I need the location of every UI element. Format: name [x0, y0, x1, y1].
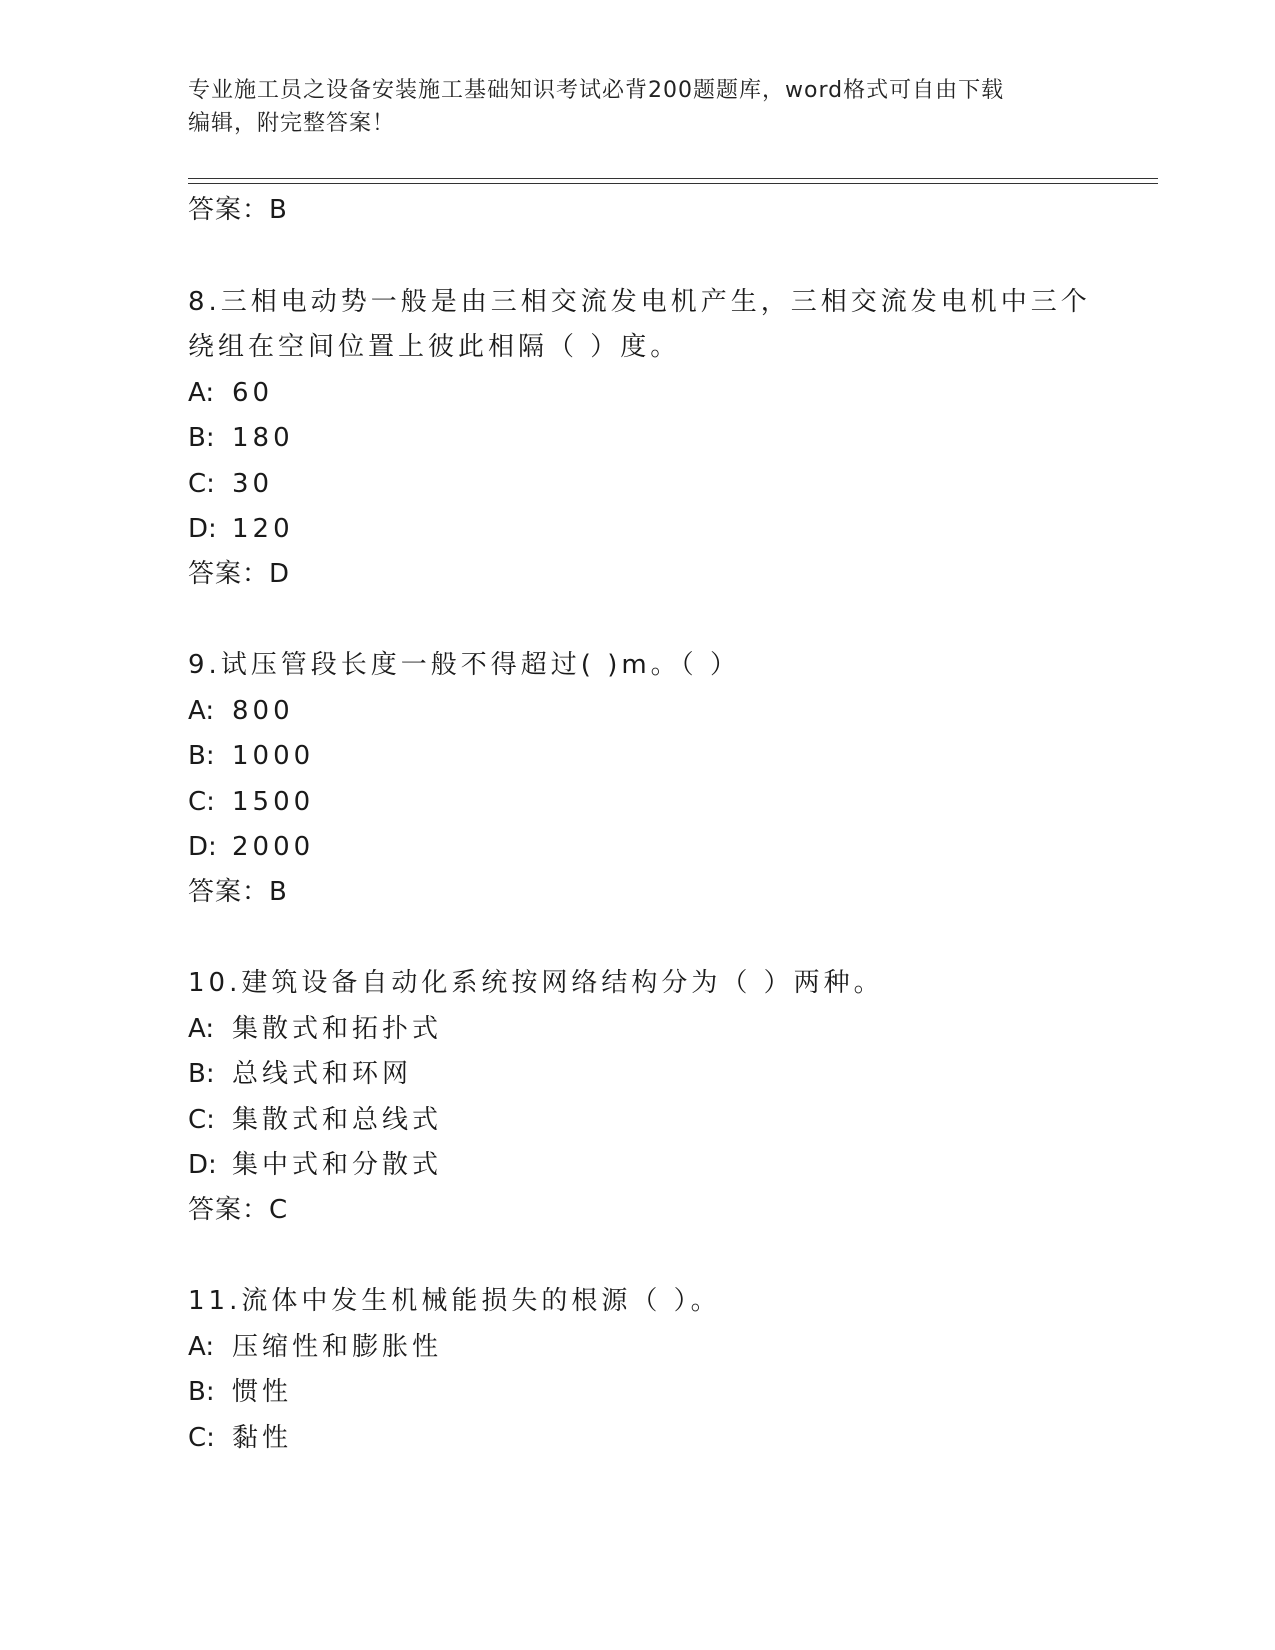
header-line-2: 编辑，附完整答案！ [188, 111, 396, 136]
option-text: 120 [232, 514, 294, 544]
option-key: C: [188, 1423, 215, 1453]
option-b [188, 422, 294, 454]
option-text: 压缩性和膨胀性 [232, 1332, 443, 1362]
option-text: 30 [232, 469, 274, 499]
option-d [188, 831, 314, 863]
header-divider-top [188, 178, 1158, 179]
option-text: 集散式和总线式 [232, 1105, 443, 1135]
answer: 答案：D [188, 559, 291, 589]
header-line-1: 专业施工员之设备安装施工基础知识考试必背200题题库，word格式可自由下载 [188, 78, 1005, 103]
question-stem-line: 10.建筑设备自动化系统按网络结构分为（ ）两种。 [188, 968, 884, 998]
option-key: B: [188, 1059, 215, 1089]
document-header [188, 74, 1088, 140]
option-key: B: [188, 423, 215, 453]
option-text: 黏性 [232, 1423, 293, 1453]
option-key: A: [188, 696, 215, 726]
option-c [188, 786, 314, 818]
option-text: 1000 [232, 741, 315, 771]
option-text: 180 [232, 423, 294, 453]
option-key: D: [188, 514, 217, 544]
option-key: D: [188, 1150, 217, 1180]
option-key: A: [188, 378, 215, 408]
answer: 答案：B [188, 877, 288, 907]
header-divider-bottom [188, 183, 1158, 184]
option-b [188, 1058, 412, 1090]
option-b [188, 1376, 292, 1408]
option-a [188, 695, 294, 727]
option-a [188, 377, 273, 409]
question-stem-line: 绕组在空间位置上彼此相隔（ ）度。 [188, 332, 681, 362]
option-key: C: [188, 469, 215, 499]
option-a [188, 1331, 442, 1363]
option-text: 总线式和环网 [232, 1059, 413, 1089]
option-key: A: [188, 1014, 215, 1044]
option-text: 2000 [232, 832, 315, 862]
option-d [188, 513, 294, 545]
option-text: 60 [232, 378, 274, 408]
option-key: B: [188, 741, 215, 771]
option-key: A: [188, 1332, 215, 1362]
option-text: 1500 [232, 787, 315, 817]
option-a [188, 1013, 442, 1045]
option-key: C: [188, 1105, 215, 1135]
option-c [188, 1422, 292, 1454]
previous-answer: 答案：B [188, 195, 288, 225]
option-d [188, 1149, 442, 1181]
question-stem-line: 8.三相电动势一般是由三相交流发电机产生，三相交流发电机中三个 [188, 287, 1091, 317]
option-key: D: [188, 832, 217, 862]
option-text: 集散式和拓扑式 [232, 1014, 443, 1044]
question-stem-line: 11.流体中发生机械能损失的根源（ ）。 [188, 1286, 721, 1316]
option-c [188, 1104, 442, 1136]
option-text: 集中式和分散式 [232, 1150, 443, 1180]
option-b [188, 740, 314, 772]
option-text: 惯性 [232, 1377, 293, 1407]
option-text: 800 [232, 696, 294, 726]
question-stem-line: 9.试压管段长度一般不得超过( )m。（ ） [188, 650, 740, 680]
option-c [188, 468, 273, 500]
option-key: B: [188, 1377, 215, 1407]
answer: 答案：C [188, 1195, 289, 1225]
option-key: C: [188, 787, 215, 817]
